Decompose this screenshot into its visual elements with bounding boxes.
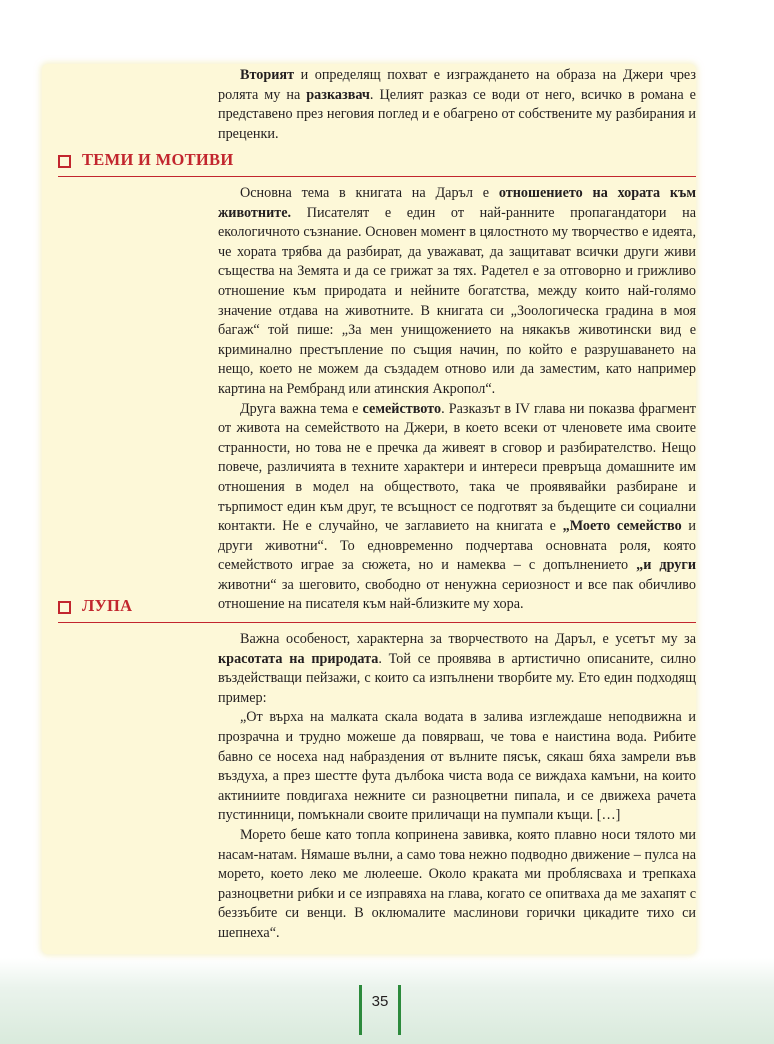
text-run: Друга важна тема е xyxy=(240,400,363,417)
bold-run: Вторият xyxy=(240,67,295,83)
text-run: Морето беше като топла копринена завивка, която плавно носи тялото ми насам-натам. Нямаше вълни, а само това нежно подводно движение – пулса на морето, което леко ме люлееше. Около краката ми проблясваха и трепкаха разноцветни рибки и се изправяха на глава, когато се опитваха да ме захапят с беззъбите си венци. В оклюмалите маслинови горички цикадите тихо си шепнеха“. xyxy=(218,826,696,941)
checkbox-square-icon xyxy=(58,155,71,168)
section-title: ТЕМИ И МОТИВИ xyxy=(82,150,234,169)
section-title: ЛУПА xyxy=(82,596,133,615)
text-run: . Разказът в IV глава ни показва фрагмент от живота на семейството на Джери, в което всеки от членовете има своите странности, но това не е пречка да живеят в сговор и разбирателство. Нещо повече, различията в техните характери и интереси превръща домашните им отношения в модел на обществото, така че проявявайки разбиране и търпимост един към друг, те всъщност се подготвят за бъдещите си социални контакти. Не е случайно, че заглавието на книгата е xyxy=(218,400,696,535)
text-run: . Той се проявява в артистично описаните, силно въздействащи пейзажи, с които са изпълнени творбите му. Ето един подходящ пример: xyxy=(218,650,696,706)
lupa-quote-paragraph-2 xyxy=(218,826,696,944)
bold-run: семейството xyxy=(362,400,442,417)
bold-run: красотата на природата xyxy=(218,650,379,667)
text-run: Писателят е един от най-ранните пропагандатори на екологичното съзнание. Основен момент в цялостното му творчество е идеята, че хората трябва да разбират, да уважават, да защитават всички други живи същества на Земята и да се грижат за тях. Радетел е за отговорно и грижливо отношение към природата и нейните богатства, между които най-голямо значение отдава на животните. В книгата си „Зоологическа градина в моя багаж“ той пише: „За мен унищожението на някакъв животински вид е криминално престъпление по същия начин, по който е разрушаването на нещо, което не можем да създадем отново или да заместим, като например картина на Рембранд или атинския Акропол“. xyxy=(218,204,696,397)
bold-run: разказвач xyxy=(306,86,370,103)
text-run: животни“ за шеговито, свободно от ненужна сериозност и все пак обичливо отношение на писателя към най-близките му хора. xyxy=(218,576,696,613)
text-run: „От върха на малката скала водата в залива изглеждаше неподвижна и прозрачна и трудно можеше да повярваш, че това е наистина вода. Рибите бавно се носеха над набраздения от вълните пясък, сякаш бяха замрели във въздуха, а през шестте фута дълбока чиста вода се виждаха камъни, на които актиниите повдигаха нежните си разноцветни пипала, и се движеха рачета пустинници, помъкнали своите приличащи на пумпали къщи. […] xyxy=(218,709,696,824)
lupa-paragraph-1 xyxy=(218,630,696,708)
bold-run: „и други xyxy=(636,557,697,574)
lupa-quote-paragraph-1 xyxy=(218,708,696,826)
text-run: Основна тема в книгата на Даръл е xyxy=(240,185,499,201)
themes-paragraph-2 xyxy=(218,400,696,616)
text-run: и определящ похват е изграждането на образа на Джери чрез ролята му на xyxy=(218,67,696,103)
bold-run: отношението на хората към животните. xyxy=(218,185,696,221)
lupa-block xyxy=(218,630,696,944)
section-heading-lupa xyxy=(58,596,696,623)
themes-block xyxy=(218,184,696,615)
checkbox-square-icon xyxy=(58,601,71,614)
intro-paragraph xyxy=(218,66,696,144)
section-heading-themes xyxy=(58,150,696,177)
text-run: Важна особеност, характерна за творчеството на Даръл, е усетът му за xyxy=(240,631,696,647)
bold-run: „Моето семейство xyxy=(562,518,682,535)
text-run: . Целият разказ се води от него, всичко в романа е представено през неговия поглед и е обагрено от собствените му разбирания и преценки. xyxy=(218,86,696,142)
themes-paragraph-1 xyxy=(218,184,696,400)
intro-block xyxy=(218,66,696,144)
page-number-frame xyxy=(359,985,401,1035)
text-run: и други животни“. То едновременно подчертава основната роля, която семейството играе за сюжета, но и намеква – с допълнението xyxy=(218,518,696,574)
page-number: 35 xyxy=(371,993,389,1010)
